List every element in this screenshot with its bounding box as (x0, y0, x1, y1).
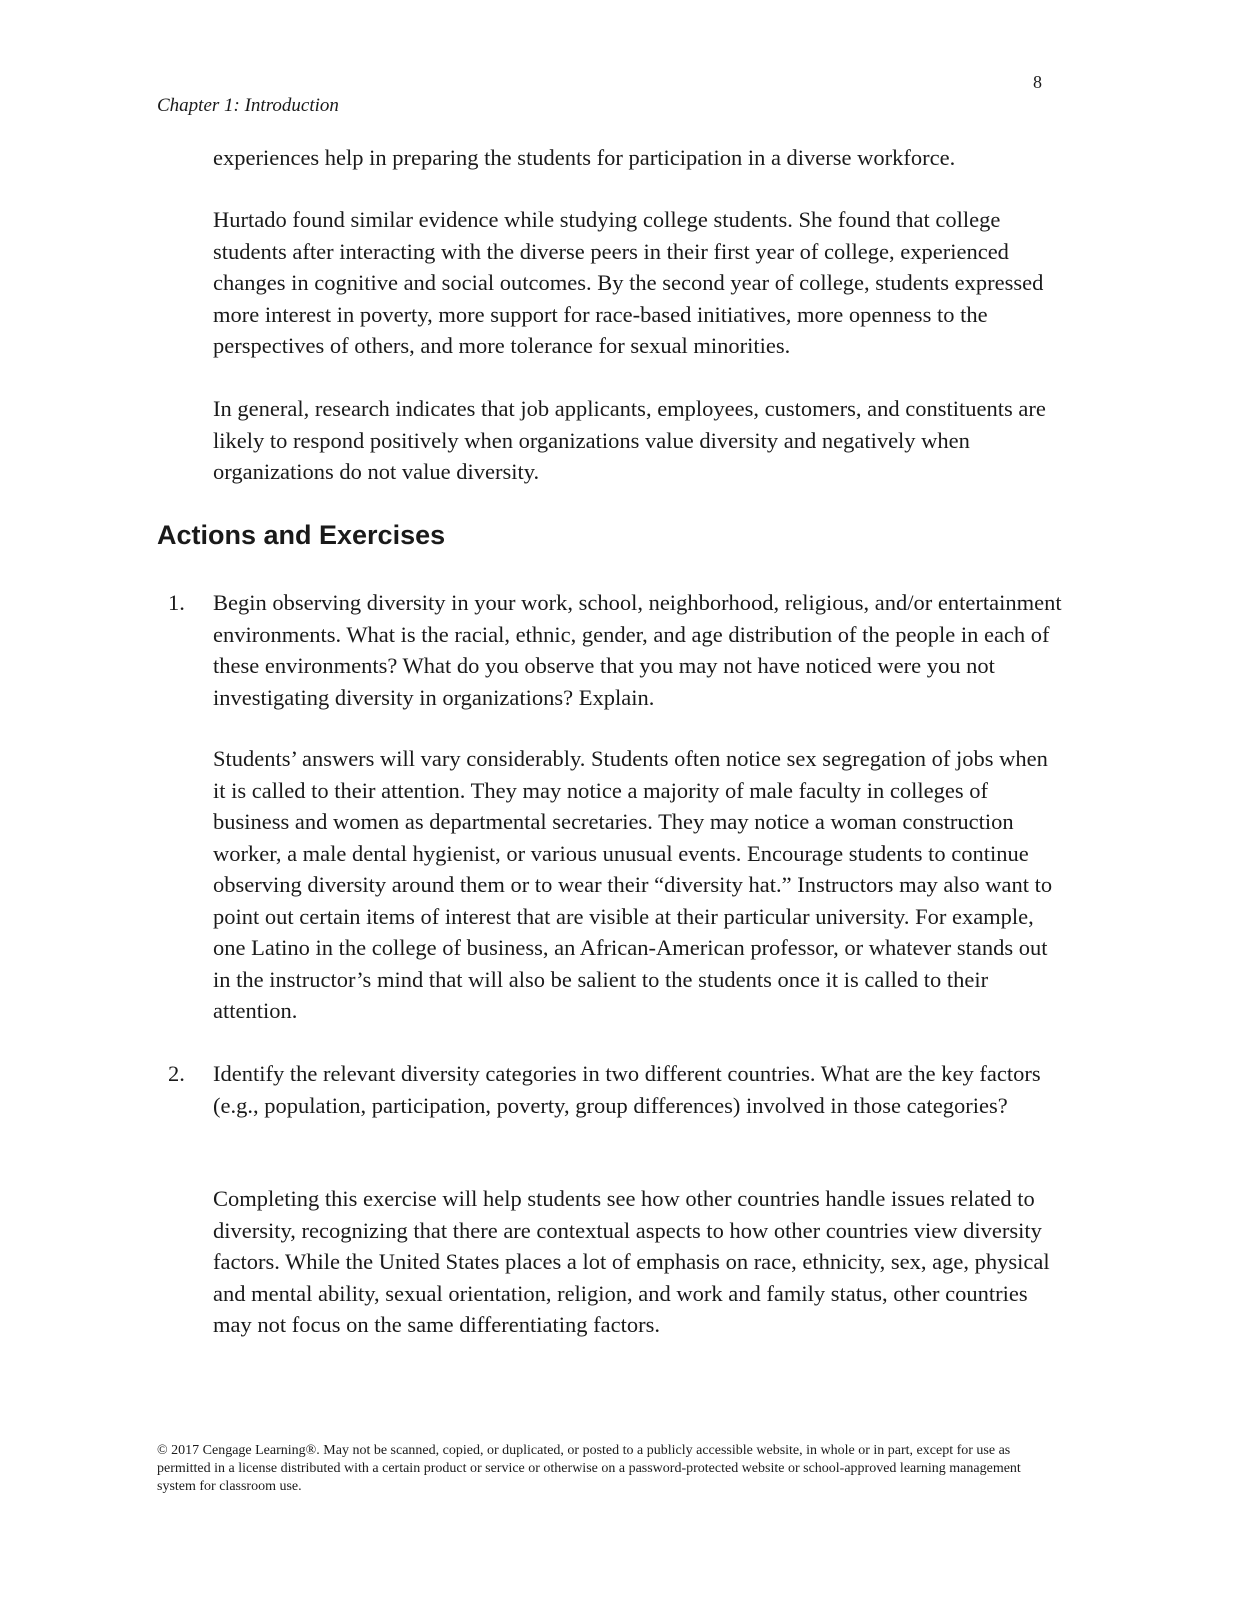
exercise-2-answer: Completing this exercise will help students see how other countries handle issues related to diversity, recognizing that there are contextual aspects to how other countries view diversity factors. While the United States places a lot of emphasis on race, ethnicity, sex, age, physical and mental ability, sexual orientation, religion, and work and family status, other countries may not focus on the same differentiating factors. (213, 1186, 1050, 1337)
exercise-2-question: Identify the relevant diversity categories in two different countries. What are the key factors (e.g., population, participation, poverty, group differences) involved in those categories? (213, 1061, 1041, 1118)
exercise-1-number: 1. (168, 590, 185, 615)
exercise-1-answer: Students’ answers will vary considerably. Students often notice sex segregation of jobs when it is called to their attention. They may notice a majority of male faculty in colleges of business and women as departmental secretaries. They may notice a woman construction worker, a male dental hygienist, or various unusual events. Encourage students to continue observing diversity around them or to wear their “diversity hat.” Instructors may also want to point out certain items of interest that are visible at their particular university. For example, one Latino in the college of business, an African-American professor, or whatever stands out in the instructor’s mind that will also be salient to the students once it is called to their attention. (213, 746, 1053, 1023)
exercise-2-number: 2. (168, 1061, 185, 1086)
copyright-notice: © 2017 Cengage Learning®. May not be scanned, copied, or duplicated, or posted to a publicly accessible website, in whole or in part, except for use as permitted in a license distributed with a certain product or service or otherwise on a password-protected website or school-approved learning management system for classroom use. (157, 1443, 1021, 1494)
exercise-1-question: Begin observing diversity in your work, school, neighborhood, religious, and/or entertainment environments. What is the racial, ethnic, gender, and age distribution of the people in each of these environments? What do you observe that you may not have noticed were you not investigating diversity in organizations? Explain. (213, 590, 1062, 710)
paragraph-experiences: experiences help in preparing the students for participation in a diverse workforce. (213, 145, 956, 170)
paragraph-hurtado: Hurtado found similar evidence while studying college students. She found that college students after interacting with the diverse peers in their first year of college, experienced changes in cognitive and social outcomes. By the second year of college, students expressed more interest in poverty, more support for race-based initiatives, more openness to the perspectives of others, and more tolerance for sexual minorities. (213, 207, 1044, 358)
paragraph-general: In general, research indicates that job applicants, employees, customers, and constituents are likely to respond positively when organizations value diversity and negatively when organizations do not value diversity. (213, 396, 1046, 484)
chapter-header: Chapter 1: Introduction (157, 95, 339, 116)
page-number: 8 (1033, 72, 1042, 92)
section-heading: Actions and Exercises (157, 520, 446, 550)
copyright-footer (157, 1442, 1057, 1496)
